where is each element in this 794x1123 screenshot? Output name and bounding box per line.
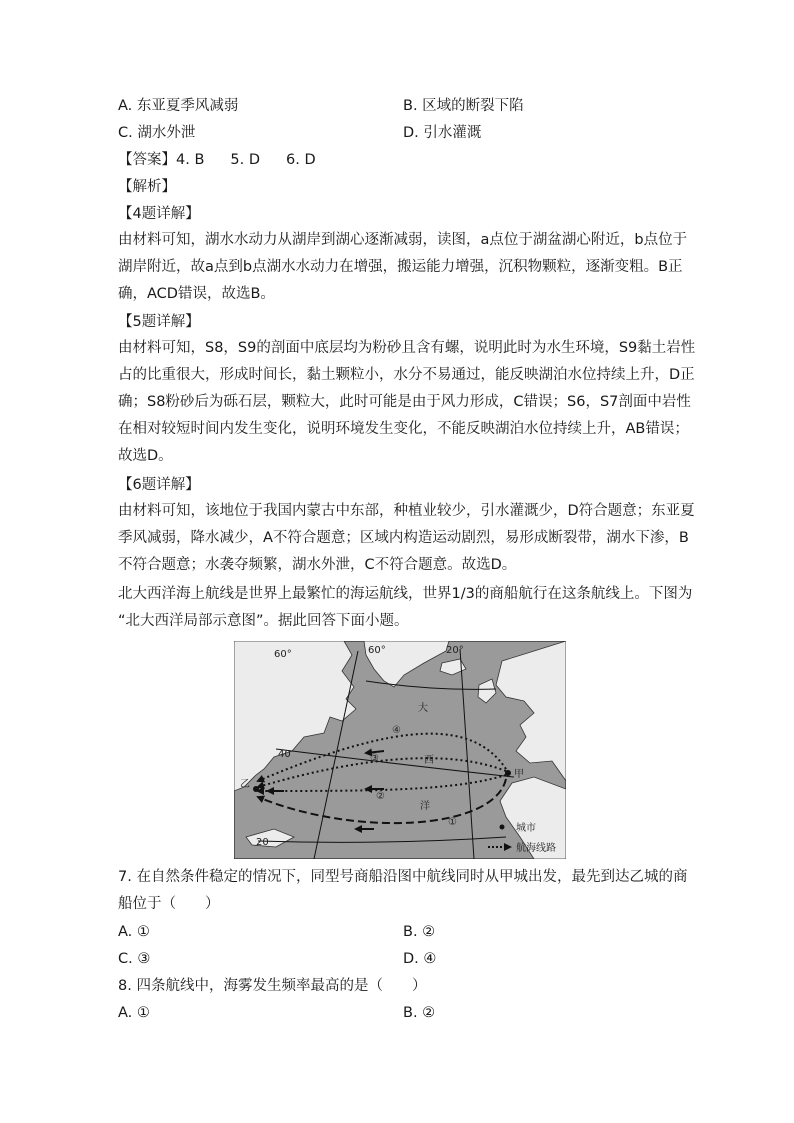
lon-20-label: 20° [446,645,464,656]
lat-40-label: 40 [278,749,291,760]
q5-explanation [118,335,696,470]
q5-line: 占的比重很大，形成时间长，黏土颗粒小，水分不易通过，能反映湖泊水位持续上升，D正 [118,367,695,383]
answer-4: 4. B [176,152,205,168]
q5-title: 【5题详解】 [118,314,200,330]
q7-option-d: D. ④ [403,951,437,967]
q5-line: 故选D。 [118,448,173,464]
q7-option-c: C. ③ [118,951,151,967]
option-b-q6: B. 区域的断裂下陷 [403,98,524,114]
ocean-label-1: 大 [418,703,428,714]
q4-line: 由材料可知，湖水水动力从湖岸到湖心逐渐减弱，读图，a点位于湖盆湖心附近，b点位于 [118,232,688,248]
q4-title: 【4题详解】 [118,206,200,222]
q7-stem-line: 7. 在自然条件稳定的情况下，同型号商船沿图中航线同时从甲城出发，最先到达乙城的商 [118,869,688,885]
q8-option-b: B. ② [403,1005,436,1021]
legend-route-label: 航海线路 [516,843,556,854]
q5-line: 确；S8粉砂后为砾石层，颗粒大，此时可能是由于风力形成，C错误；S6，S7剖面中岩性 [118,394,691,410]
q7-option-a: A. ① [118,924,150,940]
q6-line: 不符合题意；水袭夺频繁，湖水外泄，C不符合题意。故选D。 [118,557,517,573]
option-c-q6: C. 湖水外泄 [118,125,196,141]
intro-line: “北大西洋局部示意图”。据此回答下面小题。 [118,613,409,629]
q4-explanation [118,227,688,308]
q5-line: 在相对较短时间内发生变化，说明环境发生变化，不能反映湖泊水位持续上升，AB错误； [118,421,689,437]
q4-line: 确，ACD错误，故选B。 [118,286,275,302]
q6-title: 【6题详解】 [118,477,200,493]
intro-line: 北大西洋海上航线是世界上最繁忙的海运航线，世界1/3的商船航行在这条航线上。下图为 [118,586,693,602]
ocean-label-3: 洋 [420,801,430,812]
q6-explanation [118,498,695,579]
answer-line [118,150,316,170]
q8-option-a: A. ① [118,1005,150,1021]
city-yi-dot [253,786,259,792]
q6-line: 由材料可知，该地位于我国内蒙古中东部，种植业较少，引水灌溉少，D符合题意；东亚夏 [118,503,695,519]
answer-6: 6. D [286,152,316,168]
q6-line: 季风减弱，降水减少，A不符合题意；区域内构造运动剧烈，易形成断裂带，湖水下渗，B [118,530,689,546]
north-atlantic-map [234,641,566,859]
analysis-title: 【解析】 [118,179,176,195]
intro-paragraph [118,581,693,635]
answer-label: 【答案】 [118,152,176,168]
option-d-q6: D. 引水灌溉 [403,125,482,141]
legend-city-dot [500,825,505,830]
q5-line: 由材料可知，S8，S9的剖面中底层均为粉砂且含有螺，说明此时为水生环境，S9黏土岩性 [118,340,696,356]
q4-line: 湖岸附近，故a点到b点湖水水动力在增强，搬运能力增强，沉积物颗粒，逐渐变粗。B正 [118,259,683,275]
route-4-label: ④ [392,725,401,736]
q7-option-b: B. ② [403,924,436,940]
ocean-label-2: 西 [424,755,434,766]
route-1-label: ① [448,817,457,828]
city-jia-label: 甲 [514,769,524,780]
option-a-q6: A. 东亚夏季风减弱 [118,98,239,114]
lat-20-label: 20 [256,837,269,848]
lat-60-label: 60° [274,649,292,660]
route-3-label: ③ [370,753,379,764]
legend-city-label: 城市 [516,823,536,834]
city-jia-dot [505,770,511,776]
q7-stem-line: 船位于（ ） [118,896,220,912]
route-2-label: ② [376,791,385,802]
lat-60b-label: 60° [368,645,386,656]
answer-5: 5. D [230,152,261,168]
q7-stem [118,864,688,918]
q8-stem: 8. 四条航线中，海雾发生频率最高的是（ ） [118,978,427,994]
city-yi-label: 乙 [240,779,250,790]
